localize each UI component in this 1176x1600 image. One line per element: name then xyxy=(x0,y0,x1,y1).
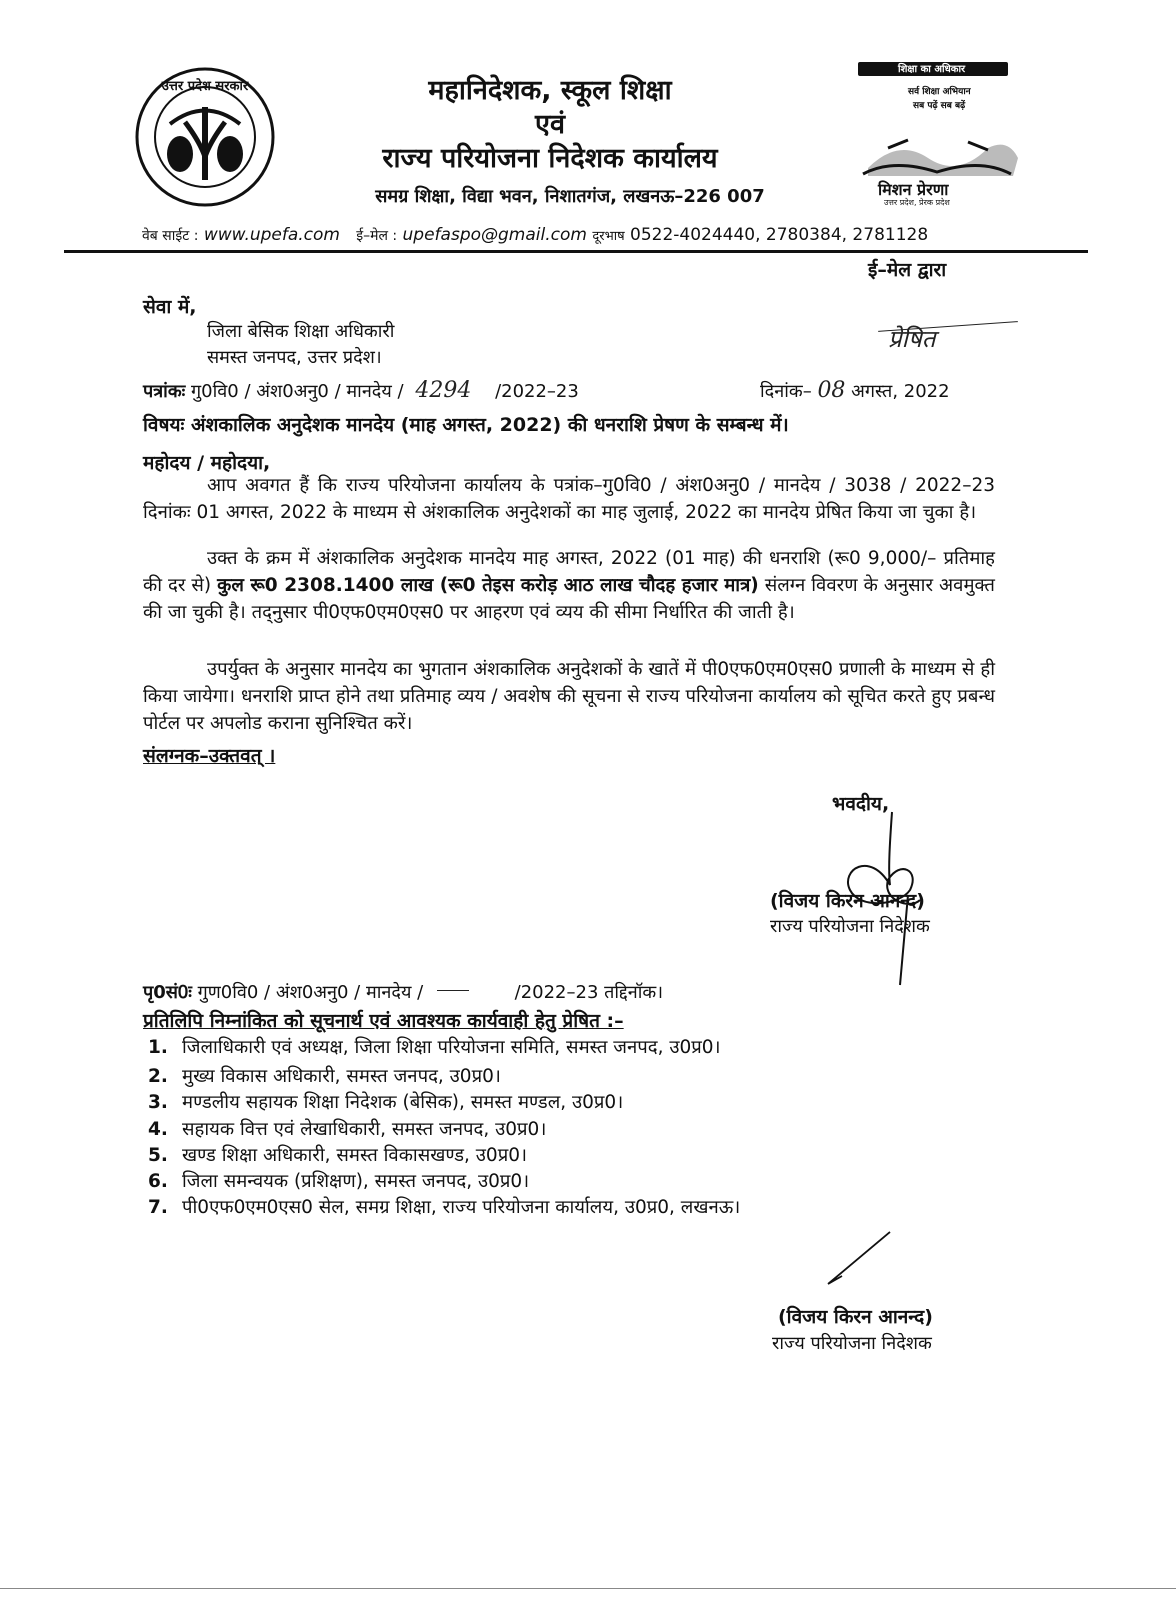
ref-label: पत्रांकः xyxy=(143,381,186,402)
email-label: ई–मेल : xyxy=(356,228,398,244)
salutation: महोदय / महोदया, xyxy=(143,452,271,474)
item-number: 7. xyxy=(148,1197,168,1218)
copy-signatory-name: (विजय किरन आनन्द) xyxy=(778,1306,933,1328)
paragraph-3: उपर्युक्त के अनुसार मानदेय का भुगतान अंशकालिक अनुदेशकों के खातें में पी0एफ0एम0एस0 प्रणाली के माध्यम से ही किया जायेगा। धनराशि प्राप्त होने तथा प्रतिमाह व्यय / अवशेष की सूचना से राज्य परियोजना कार्यालय को सूचित करते हुए प्रबन्ध पोर्टल पर अपलोड कराना सुनिश्चित करें। xyxy=(143,659,995,734)
mission-prerna-text: मिशन प्रेरणा xyxy=(878,180,949,199)
ref-handwritten-number: 4294 xyxy=(415,378,472,403)
copy-ref-suffix: /2022–23 तद्दिनॉक। xyxy=(514,982,664,1003)
paragraph-2-lead: उक्त के क्रम में अंशकालिक अनुदेशक मानदेय माह अगस्त, 2022 (01 माह) की धनराशि (रू0 9,000/– प्रतिमाह की दर से) xyxy=(143,548,995,596)
enclosure-note: संलग्नक–उक्तवत् । xyxy=(143,745,276,767)
phone-label: दूरभाष xyxy=(592,229,625,244)
copy-list-item xyxy=(148,1194,740,1219)
header-title-line2: एवं xyxy=(535,109,565,140)
copy-ref-dash xyxy=(437,990,469,991)
delivery-mode: ई–मेल द्वारा xyxy=(868,259,947,281)
website-label: वेब साईट : xyxy=(142,228,199,244)
header-address: समग्र शिक्षा, विद्या भवन, निशातगंज, लखनऊ–226 007 xyxy=(375,186,765,207)
copy-heading: प्रतिलिपि निम्नांकित को सूचनार्थ एवं आवश्यक कार्यवाही हेतु प्रेषित :– xyxy=(143,1010,624,1032)
date-suffix: अगस्त, 2022 xyxy=(851,381,950,402)
header-title-line3: राज्य परियोजना निदेशक कार्यालय xyxy=(382,143,718,174)
copy-list-item xyxy=(148,1089,623,1114)
paragraph-2-tail: संलग्न विवरण के अनुसार अवमुक्त की जा चुकी है। तद्नुसार पी0एफ0एम0एस0 पर आहरण एवं व्यय की सीमा निर्धारित की जाती है। xyxy=(143,575,995,623)
rte-logo xyxy=(858,58,1033,118)
paragraph-1: आप अवगत हैं कि राज्य परियोजना कार्यालय के पत्रांक–गु0वि0 / अंश0अनु0 / मानदेय / 3038 / 2022–23 दिनांकः 01 अगस्त, 2022 के माध्यम से अंशकालिक अनुदेशकों का माह जुलाई, 2022 का मानदेय प्रेषित किया जा चुका है। xyxy=(143,475,995,523)
item-number: 5. xyxy=(148,1145,168,1166)
item-text: खण्ड शिक्षा अधिकारी, समस्त विकासखण्ड, उ0प्र0। xyxy=(182,1145,527,1166)
bottom-scan-edge xyxy=(0,1588,1176,1589)
item-number: 6. xyxy=(148,1171,168,1192)
copy-list-item xyxy=(148,1034,721,1059)
item-number: 3. xyxy=(148,1092,168,1113)
date-label: दिनांक– xyxy=(760,381,812,402)
ref-suffix: /2022–23 xyxy=(495,381,579,402)
initial-mark xyxy=(820,1228,900,1288)
signatory-title: राज्य परियोजना निदेशक xyxy=(770,916,930,937)
copy-list-item xyxy=(148,1168,529,1193)
copy-signatory-title: राज्य परियोजना निदेशक xyxy=(772,1333,932,1354)
item-text: जिलाधिकारी एवं अध्यक्ष, जिला शिक्षा परियोजना समिति, समस्त जनपद, उ0प्र0। xyxy=(182,1037,721,1058)
recipient-line2: समस्त जनपद, उत्तर प्रदेश। xyxy=(207,347,382,368)
to-label: सेवा में, xyxy=(143,296,197,318)
paragraph-2 xyxy=(143,545,995,626)
ref-prefix: गु0वि0 / अंश0अनु0 / मानदेय / xyxy=(191,381,404,402)
ssa-tagline-1: सर्व शिक्षा अभियान xyxy=(908,87,971,97)
copy-ref-text: गुण0वि0 / अंश0अनु0 / मानदेय / xyxy=(197,982,424,1003)
item-number: 2. xyxy=(148,1066,168,1087)
item-number: 1. xyxy=(148,1037,168,1058)
item-text: मुख्य विकास अधिकारी, समस्त जनपद, उ0प्र0। xyxy=(182,1066,501,1087)
email-link[interactable]: upefaspo@gmail.com xyxy=(402,225,587,245)
subject-line: विषयः अंशकालिक अनुदेशक मानदेय (माह अगस्त, 2022) की धनराशि प्रेषण के सम्बन्ध में। xyxy=(143,414,789,436)
state-emblem-logo xyxy=(130,62,280,212)
copy-list-item xyxy=(148,1142,527,1167)
item-number: 4. xyxy=(148,1119,168,1140)
emblem-text: उत्तर प्रदेश सरकार xyxy=(161,79,249,94)
mission-prerna-sub: उत्तर प्रदेश, प्रेरक प्रदेश xyxy=(884,198,950,207)
date-handwritten: 08 xyxy=(817,378,846,403)
contact-line xyxy=(142,225,1042,245)
closing: भवदीय, xyxy=(832,793,890,815)
phone-numbers: 0522-4024440, 2780384, 2781128 xyxy=(630,225,929,245)
copy-list-item xyxy=(148,1116,546,1141)
handwritten-note: प्रेषित xyxy=(888,325,936,353)
copy-reference-line xyxy=(143,980,1003,1004)
recipient-line1: जिला बेसिक शिक्षा अधिकारी xyxy=(207,321,395,342)
rte-logo-text: शिक्षा का अधिकार xyxy=(898,64,966,75)
copy-list-item xyxy=(148,1063,501,1088)
header-divider xyxy=(64,250,1088,253)
item-text: सहायक वित्त एवं लेखाधिकारी, समस्त जनपद, उ0प्र0। xyxy=(182,1119,547,1140)
copy-ref-label: पृ0सं0ः xyxy=(143,982,192,1003)
date-line xyxy=(760,378,950,403)
website-link[interactable]: www.upefa.com xyxy=(203,225,340,245)
paragraph-2-amount: कुल रू0 2308.1400 लाख (रू0 तेइस करोड़ आठ लाख चौदह हजार मात्र) xyxy=(217,575,759,596)
item-text: जिला समन्वयक (प्रशिक्षण), समस्त जनपद, उ0प्र0। xyxy=(182,1171,530,1192)
mission-prerna-logo xyxy=(848,128,1026,208)
ssa-tagline-2: सब पढ़ें सब बढ़ें xyxy=(913,101,966,111)
signatory-name: (विजय किरन आनन्द) xyxy=(770,890,925,912)
item-text: पी0एफ0एम0एस0 सेल, समग्र शिक्षा, राज्य परियोजना कार्यालय, उ0प्र0, लखनऊ। xyxy=(182,1197,741,1218)
item-text: मण्डलीय सहायक शिक्षा निदेशक (बेसिक), समस्त मण्डल, उ0प्र0। xyxy=(182,1092,624,1113)
header-title-line1: महानिदेशक, स्कूल शिक्षा xyxy=(428,75,672,106)
